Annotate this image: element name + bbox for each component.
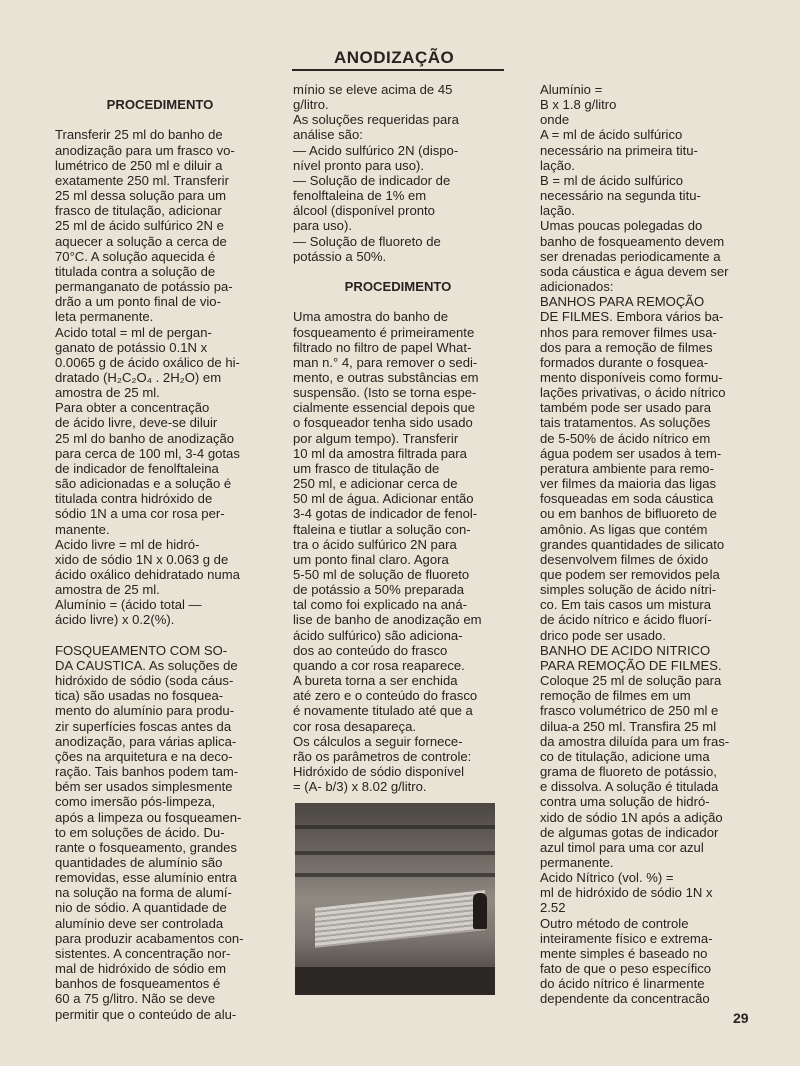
- text-line: — Solução de indicador de: [293, 172, 451, 188]
- text-line: de ácido livre, deve-se diluir: [55, 415, 218, 431]
- text-line: tra o ácido sulfúrico 2N para: [293, 536, 457, 552]
- text-line: A = ml de ácido sulfúrico: [540, 127, 683, 143]
- text-line: necessário na segunda titu-: [540, 188, 701, 204]
- text-line: nio de sódio. A quantidade de: [55, 900, 227, 916]
- text-line: rante o fosqueamento, grandes: [55, 839, 237, 855]
- text-line: DE FILMES. Embora vários ba-: [540, 309, 724, 325]
- factory-photo: [295, 803, 495, 995]
- text-line: 50 ml de água. Adicionar então: [293, 491, 474, 507]
- text-line: por algum tempo). Transferir: [293, 430, 459, 446]
- text-line: potássio a 50%.: [293, 248, 387, 264]
- page-header-title: ANODIZAÇÃO: [334, 48, 455, 67]
- text-line: sódio 1N a uma cor rosa per-: [55, 506, 225, 522]
- text-line: peratura ambiente para remo-: [540, 460, 714, 476]
- text-line: desenvolvem filmes de óxido: [540, 551, 709, 567]
- text-line: para uso).: [293, 218, 352, 234]
- text-line: mento do alumínio para produ-: [55, 703, 235, 719]
- text-line: fenolftaleina de 1% em: [293, 188, 427, 204]
- text-line: tal como foi explicado na aná-: [293, 597, 467, 613]
- text-line: zir superfícies foscas antes da: [55, 718, 232, 734]
- text-line: cor rosa desapareça.: [293, 718, 417, 734]
- text-line: ácido livre) x 0.2(%).: [55, 612, 175, 628]
- text-line: 2.52: [540, 900, 566, 916]
- text-line: [55, 82, 265, 97]
- text-line: grama de fluoreto de potássio,: [540, 764, 717, 780]
- text-line: alumínio deve ser controlada: [55, 915, 224, 931]
- text-line: mento, e outras substâncias em: [293, 369, 479, 385]
- text-line: hidróxido de sódio (soda cáus-: [55, 673, 234, 689]
- text-line: titulada contra hidróxido de: [55, 491, 213, 507]
- text-line: lação.: [540, 157, 575, 173]
- text-line: lise de banho de anodização em: [293, 612, 482, 628]
- text-line: permanganato de potássio pa-: [55, 279, 233, 295]
- text-line: ftaleina e tiutlar a solução con-: [293, 521, 471, 537]
- text-line: quando a cor rosa reaparece.: [293, 657, 465, 673]
- text-line: exatamente 250 ml. Transferir: [55, 172, 229, 188]
- text-line: um frasco de titulação de: [293, 460, 440, 476]
- text-line: de potássio a 50% preparada: [293, 582, 465, 598]
- text-line: para produzir acabamentos con-: [55, 930, 244, 946]
- text-line: dependente da concentracão: [540, 991, 710, 1007]
- text-line: álcool (disponível pronto: [293, 203, 435, 219]
- text-line: remoção de filmes em um: [540, 688, 691, 704]
- text-line: na solução na forma de alumí-: [55, 885, 232, 901]
- text-line: contra uma solução de hidró-: [540, 794, 710, 810]
- text-line: para cerca de 100 ml, 3-4 gotas: [55, 445, 240, 461]
- text-line: 10 ml da amostra filtrada para: [293, 445, 467, 461]
- text-line: dos ao conteúdo do frasco: [293, 642, 448, 658]
- text-line: tais tratamentos. As soluções: [540, 415, 711, 431]
- left-column: [55, 82, 265, 1022]
- text-line: ml de hidróxido de sódio 1N x: [540, 885, 713, 901]
- text-line: drão a um ponto final de vio-: [55, 294, 221, 310]
- text-line: de 5-50% de ácido nítrico em: [540, 430, 711, 446]
- text-line: drico pode ser usado.: [540, 627, 666, 643]
- text-line: B = ml de ácido sulfúrico: [540, 172, 684, 188]
- text-line: to em soluções de ácido. Du-: [55, 824, 225, 840]
- text-line: amônio. As ligas que contém: [540, 521, 708, 537]
- text-line: bém ser usados simplesmente: [55, 779, 233, 795]
- text-line: [55, 628, 265, 643]
- text-line: o fosqueador tenha sido usado: [293, 415, 473, 431]
- text-line: Umas poucas polegadas do: [540, 218, 703, 234]
- text-line: DA CAUSTICA. As soluções de: [55, 657, 238, 673]
- text-line: dratado (H₂C₂O₄ . 2H₂O) em: [55, 369, 222, 385]
- text-line: como imersão pós-limpeza,: [55, 794, 216, 810]
- text-line: nhos para remover filmes usa-: [540, 324, 717, 340]
- text-line: amostra de 25 ml.: [55, 582, 160, 598]
- text-line: As soluções requeridas para: [293, 112, 459, 128]
- text-line: anodização, para várias aplica-: [55, 733, 237, 749]
- section-heading: PROCEDIMENTO: [344, 279, 452, 295]
- text-line: 25 ml do banho de anodização: [55, 430, 235, 446]
- text-line: suspensão. (Isto se torna espe-: [293, 385, 477, 401]
- text-line: formados durante o fosquea-: [540, 354, 709, 370]
- text-line: grandes quantidades de silicato: [540, 536, 725, 552]
- text-line: co de titulação, adicione uma: [540, 748, 710, 764]
- text-line: inteiramente físico e extrema-: [540, 930, 713, 946]
- text-line: Acido total = ml de pergan-: [55, 324, 212, 340]
- text-line: [55, 112, 265, 127]
- text-line: xido de sódio 1N x 0.063 g de: [55, 551, 229, 567]
- text-line: 25 ml de ácido sulfúrico 2N e: [55, 218, 224, 234]
- text-line: FOSQUEAMENTO COM SO-: [55, 642, 228, 658]
- text-line: — Acido sulfúrico 2N (dispo-: [293, 142, 459, 158]
- text-line: Alumínio = (ácido total —: [55, 597, 202, 613]
- text-line: do ácido nítrico é linarmente: [540, 976, 705, 992]
- text-line: fosqueadas em soda cáustica: [540, 491, 714, 507]
- text-line: 0.0065 g de ácido oxálico de hi-: [55, 354, 240, 370]
- text-line: é novamente titulado até que a: [293, 703, 473, 719]
- text-line: 250 ml, e adicionar cerca de: [293, 476, 458, 492]
- text-line: lumétrico de 250 ml e diluir a: [55, 157, 223, 173]
- text-line: titulada contra a solução de: [55, 263, 216, 279]
- middle-column: [293, 82, 503, 794]
- text-line: de ácido nítrico e ácido fluorí-: [540, 612, 712, 628]
- text-line: g/litro.: [293, 97, 329, 113]
- text-line: co. Em tais casos um mistura: [540, 597, 711, 613]
- text-line: Alumínio =: [540, 82, 603, 97]
- right-column: [540, 82, 753, 1007]
- text-line: ser drenadas periodicamente a: [540, 248, 721, 264]
- text-line: e dissolva. A solução é titulada: [540, 779, 719, 795]
- text-line: [293, 294, 503, 309]
- text-line: 5-50 ml de solução de fluoreto: [293, 567, 470, 582]
- text-line: de algumas gotas de indicador: [540, 824, 719, 840]
- text-line: mente simples é baseado no: [540, 945, 708, 961]
- text-line: anodização para um frasco vo-: [55, 142, 235, 158]
- text-line: permitir que o conteúdo de alu-: [55, 1006, 237, 1022]
- text-line: xido de sódio 1N após a adição: [540, 809, 723, 825]
- text-line: água podem ser usados à tem-: [540, 445, 722, 461]
- text-line: removidas, esse alumínio entra: [55, 870, 237, 886]
- header-rule: [292, 69, 504, 71]
- worker-figure: [473, 893, 487, 929]
- text-line: são adicionadas e a solução é: [55, 476, 232, 492]
- text-line: Para obter a concentração: [55, 400, 210, 416]
- text-line: ácido sulfúrico) são adiciona-: [293, 627, 463, 643]
- text-line: dilua-a 250 ml. Transfira 25 ml: [540, 718, 717, 734]
- text-line: = (A- b/3) x 8.02 g/litro.: [293, 779, 427, 795]
- text-line: leta permanente.: [55, 309, 154, 325]
- text-line: filtrado no filtro de papel What-: [293, 339, 472, 355]
- text-line: mínio se eleve acima de 45: [293, 82, 453, 97]
- text-line: man n.° 4, para remover o sedi-: [293, 354, 478, 370]
- text-line: tica) são usadas no fosquea-: [55, 688, 224, 704]
- text-line: Acido Nítrico (vol. %) =: [540, 870, 674, 886]
- text-line: ganato de potássio 0.1N x: [55, 339, 208, 355]
- text-line: simples solução de ácido nítri-: [540, 582, 717, 598]
- text-line: Acido livre = ml de hidró-: [55, 536, 200, 552]
- text-line: rão os parâmetros de controle:: [293, 748, 472, 764]
- text-line: após a limpeza ou fosqueamen-: [55, 809, 242, 825]
- text-line: mento disponíveis como formu-: [540, 369, 723, 385]
- text-line: fosqueamento é primeiramente: [293, 324, 475, 340]
- text-line: banho de fosqueamento devem: [540, 233, 725, 249]
- text-line: cialmente essencial depois que: [293, 400, 475, 416]
- text-line: aquecer a solução a cerca de: [55, 233, 227, 249]
- text-line: permanente.: [540, 854, 614, 870]
- page-number: 29: [733, 1010, 749, 1026]
- text-line: A bureta torna a ser enchida: [293, 673, 458, 689]
- text-line: Transferir 25 ml do banho de: [55, 127, 223, 143]
- text-line: frasco volumétrico de 250 ml e: [540, 703, 719, 719]
- text-line: [293, 264, 503, 279]
- text-line: necessário na primeira titu-: [540, 142, 698, 158]
- text-line: 25 ml dessa solução para um: [55, 188, 227, 204]
- text-line: até zero e o conteúdo do frasco: [293, 688, 478, 704]
- text-line: 70°C. A solução aquecida é: [55, 248, 216, 264]
- section-heading: PROCEDIMENTO: [106, 97, 214, 113]
- text-line: onde: [540, 112, 570, 128]
- text-line: Coloque 25 ml de solução para: [540, 673, 722, 689]
- text-line: BANHO DE ACIDO NITRICO: [540, 642, 711, 658]
- text-line: um ponto final claro. Agora: [293, 551, 449, 567]
- text-line: quantidades de alumínio são: [55, 854, 223, 870]
- text-line: Outro método de controle: [540, 915, 689, 931]
- text-line: ções na arquitetura e na deco-: [55, 748, 233, 764]
- text-line: BANHOS PARA REMOÇÃO: [540, 294, 705, 310]
- text-line: Os cálculos a seguir fornece-: [293, 733, 463, 749]
- text-line: ração. Tais banhos podem tam-: [55, 764, 239, 780]
- text-line: frasco de titulação, adicionar: [55, 203, 222, 219]
- text-line: também pode ser usado para: [540, 400, 712, 416]
- text-line: manente.: [55, 521, 110, 537]
- text-line: da amostra diluída para um fras-: [540, 733, 730, 749]
- text-line: — Solução de fluoreto de: [293, 233, 441, 249]
- text-line: ver filmes da maioria das ligas: [540, 476, 717, 492]
- text-line: azul timol para uma cor azul: [540, 839, 704, 855]
- text-line: Hidróxido de sódio disponível: [293, 764, 465, 780]
- text-line: nível pronto para uso).: [293, 157, 425, 173]
- text-line: ou em banhos de bifluoreto de: [540, 506, 717, 522]
- text-line: adicionados:: [540, 279, 614, 295]
- text-line: ácido oxálico dehidratado numa: [55, 567, 240, 582]
- text-line: lação.: [540, 203, 575, 219]
- text-line: Uma amostra do banho de: [293, 309, 449, 325]
- text-line: banhos de fosqueamentos é: [55, 976, 221, 992]
- text-line: amostra de 25 ml.: [55, 385, 160, 401]
- text-line: fato de que o peso específico: [540, 961, 712, 977]
- text-line: 3-4 gotas de indicador de fenol-: [293, 506, 478, 522]
- text-line: análise são:: [293, 127, 363, 143]
- text-line: que podem ser removidos pela: [540, 567, 720, 582]
- text-line: mal de hidróxido de sódio em: [55, 961, 227, 977]
- text-line: sistentes. A concentração nor-: [55, 945, 231, 961]
- text-line: lações privativas, o ácido nítrico: [540, 385, 726, 401]
- text-line: B x 1.8 g/litro: [540, 97, 617, 113]
- text-line: dos para a remoção de filmes: [540, 339, 713, 355]
- text-line: de indicador de fenolftaleina: [55, 460, 219, 476]
- text-line: PARA REMOÇÃO DE FILMES.: [540, 657, 722, 673]
- text-line: soda cáustica e água devem ser: [540, 263, 729, 279]
- text-line: 60 a 75 g/litro. Não se deve: [55, 991, 216, 1007]
